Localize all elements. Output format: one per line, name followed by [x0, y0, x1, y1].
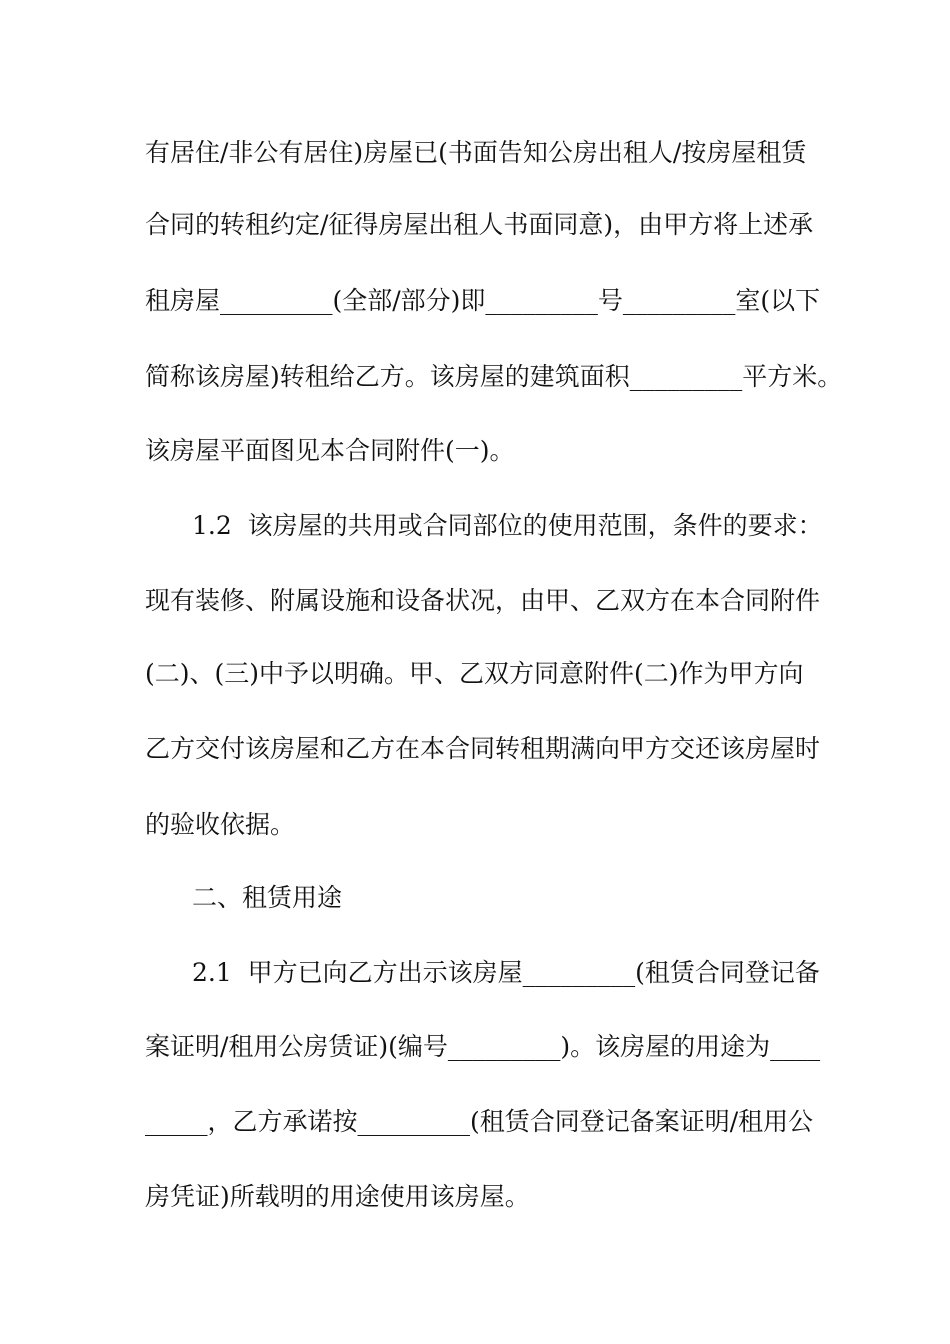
- paragraph-line: 房凭证)所载明的用途使用该房屋。: [145, 1182, 530, 1211]
- paragraph-line: (二)、(三)中予以明确。甲、乙双方同意附件(二)作为甲方向: [145, 659, 804, 688]
- clause-heading-line: 2.1 甲方已向乙方出示该房屋_________(租赁合同登记备: [192, 958, 820, 987]
- section-heading: 二、租赁用途: [192, 883, 343, 912]
- paragraph-line: 案证明/租用公房赁证)(编号_________)。该房屋的用途为____: [145, 1032, 821, 1061]
- paragraph-line: _____，乙方承诺按_________(租赁合同登记备案证明/租用公: [145, 1107, 814, 1136]
- paragraph-line: 现有装修、附属设施和设备状况，由甲、乙双方在本合同附件: [145, 586, 821, 615]
- paragraph-line: 有居住/非公有居住)房屋已(书面告知公房出租人/按房屋租赁: [145, 138, 807, 167]
- paragraph-line: 的验收依据。: [145, 810, 296, 839]
- clause-heading-line: 1.2 该房屋的共用或合同部位的使用范围，条件的要求：: [192, 511, 823, 540]
- paragraph-line: 该房屋平面图见本合同附件(一)。: [145, 436, 515, 465]
- paragraph-line: 乙方交付该房屋和乙方在本合同转租期满向甲方交还该房屋时: [145, 734, 821, 763]
- paragraph-line: 租房屋_________(全部/部分)即_________号_________室(以下: [145, 286, 821, 315]
- paragraph-line: 合同的转租约定/征得房屋出租人书面同意)，由甲方将上述承: [145, 210, 814, 239]
- paragraph-line: 简称该房屋)转租给乙方。该房屋的建筑面积_________平方米。: [145, 362, 843, 391]
